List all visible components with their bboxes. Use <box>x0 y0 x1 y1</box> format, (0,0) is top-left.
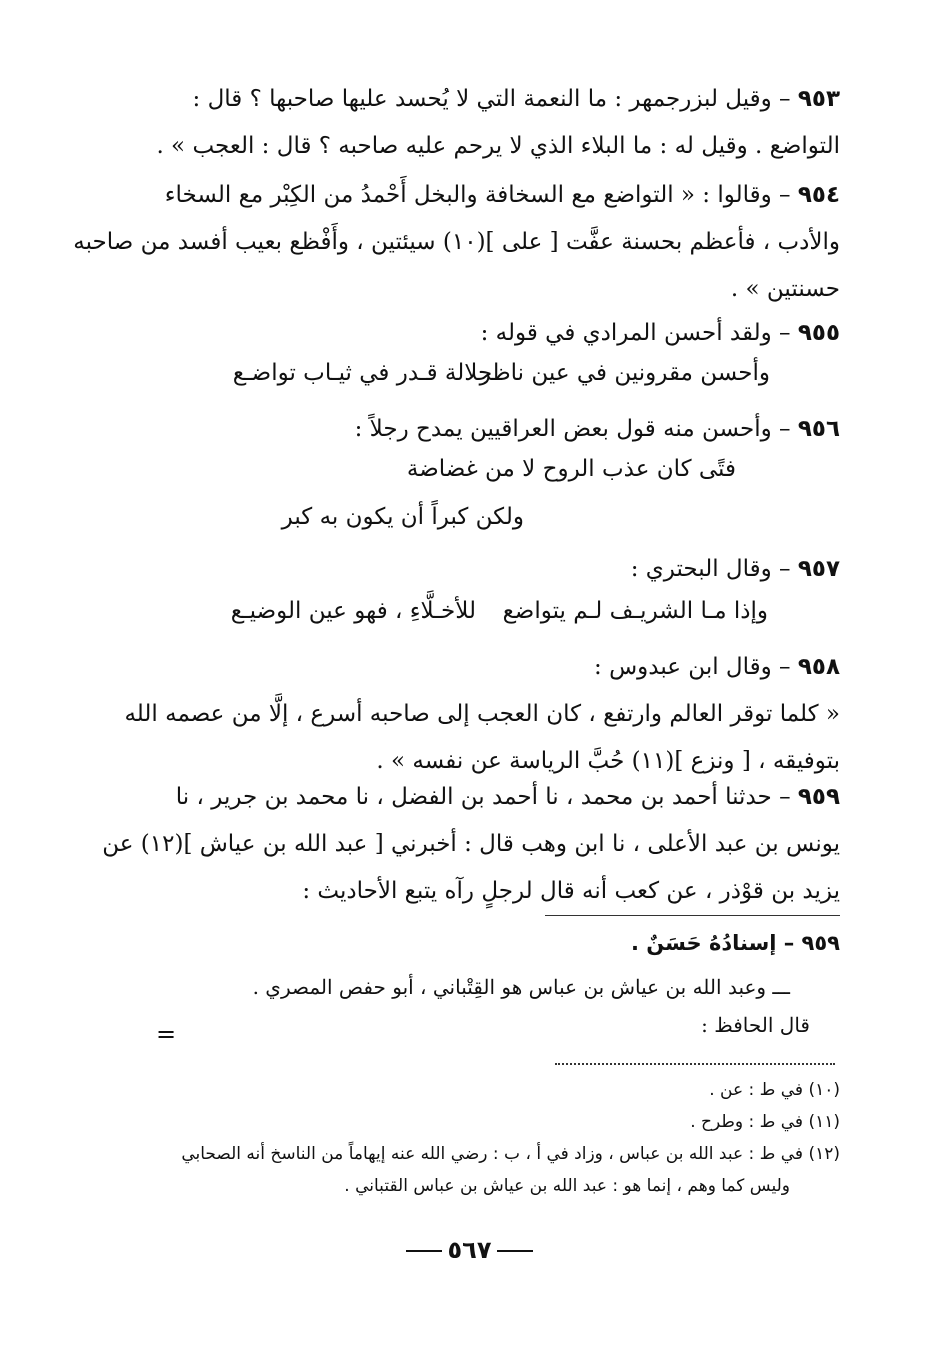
commentary-title: – إسنادُهُ حَسَنٌ . <box>630 931 802 955</box>
continuation-mark: = <box>156 1020 177 1048</box>
paragraph-number: ٩٥٥ <box>797 320 840 346</box>
paragraph-959 <box>102 774 840 915</box>
page-number <box>0 1236 939 1264</box>
verse-hemistich: للأخـلَّاءِ ، فهو عين الوضيـع <box>230 598 476 624</box>
footnote-12: (١٢) في ط : عبد الله بن عباس ، وزاد في أ ، ب : رضي الله عنه إيهاماً من الناسخ أنه الصحابي <box>181 1144 840 1164</box>
paragraph-957 <box>140 546 840 593</box>
paragraph-958 <box>124 644 840 785</box>
notes-separator <box>545 915 840 916</box>
page-number-dash <box>406 1250 442 1252</box>
paragraph-954 <box>73 172 840 313</box>
paragraph-955 <box>140 310 840 357</box>
commentary-line: ـــ وعبد الله بن عياش بن عباس هو القِتْباني ، أبو حفص المصري . <box>252 975 790 999</box>
paragraph-number: ٩٥٣ <box>797 86 840 112</box>
commentary <box>140 924 840 1044</box>
verse-hemistich: وإذا مـا الشريـف لـم يتواضع <box>502 598 768 624</box>
paragraph-number: ٩٥٦ <box>797 416 840 442</box>
footnotes-separator <box>555 1063 835 1065</box>
verse-957 <box>228 598 768 624</box>
commentary-number: ٩٥٩ <box>801 931 840 955</box>
paragraph-text: والأدب ، فأعظم بحسنة عفَّت [ على ](١٠) سيئتين ، وأَفْظع بعيب أفسد من صاحبه <box>73 229 840 255</box>
paragraph-text: حسنتين » . <box>730 276 840 302</box>
paragraph-956 <box>140 406 840 453</box>
verse-956-line-2: ولكن كبراً أن يكون به كبر <box>281 504 524 530</box>
footnote-11: (١١) في ط : وطرح . <box>690 1112 840 1132</box>
paragraph-number: ٩٥٨ <box>797 654 840 680</box>
verse-956-line-1: فتًى كان عذب الروح لا من غضاضة <box>406 456 736 482</box>
paragraph-text: – وقال البحتري : <box>630 556 798 582</box>
footnotes <box>140 1074 840 1202</box>
verse-hemistich: جلالة قـدر في ثيـاب تواضـع <box>232 360 493 386</box>
paragraph-text: يونس بن عبد الأعلى ، نا ابن وهب قال : أخبرني [ عبد الله بن عياش ](١٢) عن <box>102 831 840 857</box>
paragraph-953 <box>140 76 840 170</box>
paragraph-text: يزيد بن قوْذر ، عن كعب أنه قال لرجلٍ رآه يتبع الأحاديث : <box>302 878 840 904</box>
paragraph-text: – وأحسن منه قول بعض العراقيين يمدح رجلاً : <box>354 416 798 442</box>
page-number-dash <box>497 1250 533 1252</box>
paragraph-text: « كلما توقر العالم وارتفع ، كان العجب إلى صاحبه أسرع ، إلَّا من عصمه الله <box>124 701 840 727</box>
verse-hemistich: وأحسن مقرونين في عين ناظر <box>479 360 770 386</box>
commentary-heading <box>140 924 840 962</box>
paragraph-text: – حدثنا أحمد بن محمد ، نا أحمد بن الفضل ، نا محمد بن جرير ، نا <box>175 784 798 810</box>
page-number-value: ٥٦٧ <box>447 1236 492 1264</box>
paragraph-text: التواضع . وقيل له : ما البلاء الذي لا يرحم عليه صاحبه ؟ قال : العجب » . <box>156 133 840 159</box>
paragraph-text: – وقالوا : « التواضع مع السخافة والبخل أَحْمدُ من الكِبْر مع السخاء <box>164 182 798 208</box>
paragraph-number: ٩٥٤ <box>797 182 840 208</box>
footnote-10: (١٠) في ط : عن . <box>709 1080 840 1100</box>
footnote-12-continued: وليس كما وهم ، إنما هو : عبد الله بن عياش بن عباس القتباني . <box>344 1176 790 1196</box>
paragraph-text: – وقال ابن عبدوس : <box>594 654 798 680</box>
paragraph-number: ٩٥٧ <box>797 556 840 582</box>
paragraph-text: بتوفيقه ، [ ونزع ](١١) حُبَّ الرياسة عن نفسه » . <box>376 748 840 774</box>
commentary-line: قال الحافظ : <box>701 1013 810 1037</box>
paragraph-number: ٩٥٩ <box>797 784 840 810</box>
paragraph-text: – وقيل لبزرجمهر : ما النعمة التي لا يُحسد عليها صاحبها ؟ قال : <box>192 86 798 112</box>
verse-955 <box>230 360 770 386</box>
paragraph-text: – ولقد أحسن المرادي في قوله : <box>480 320 798 346</box>
